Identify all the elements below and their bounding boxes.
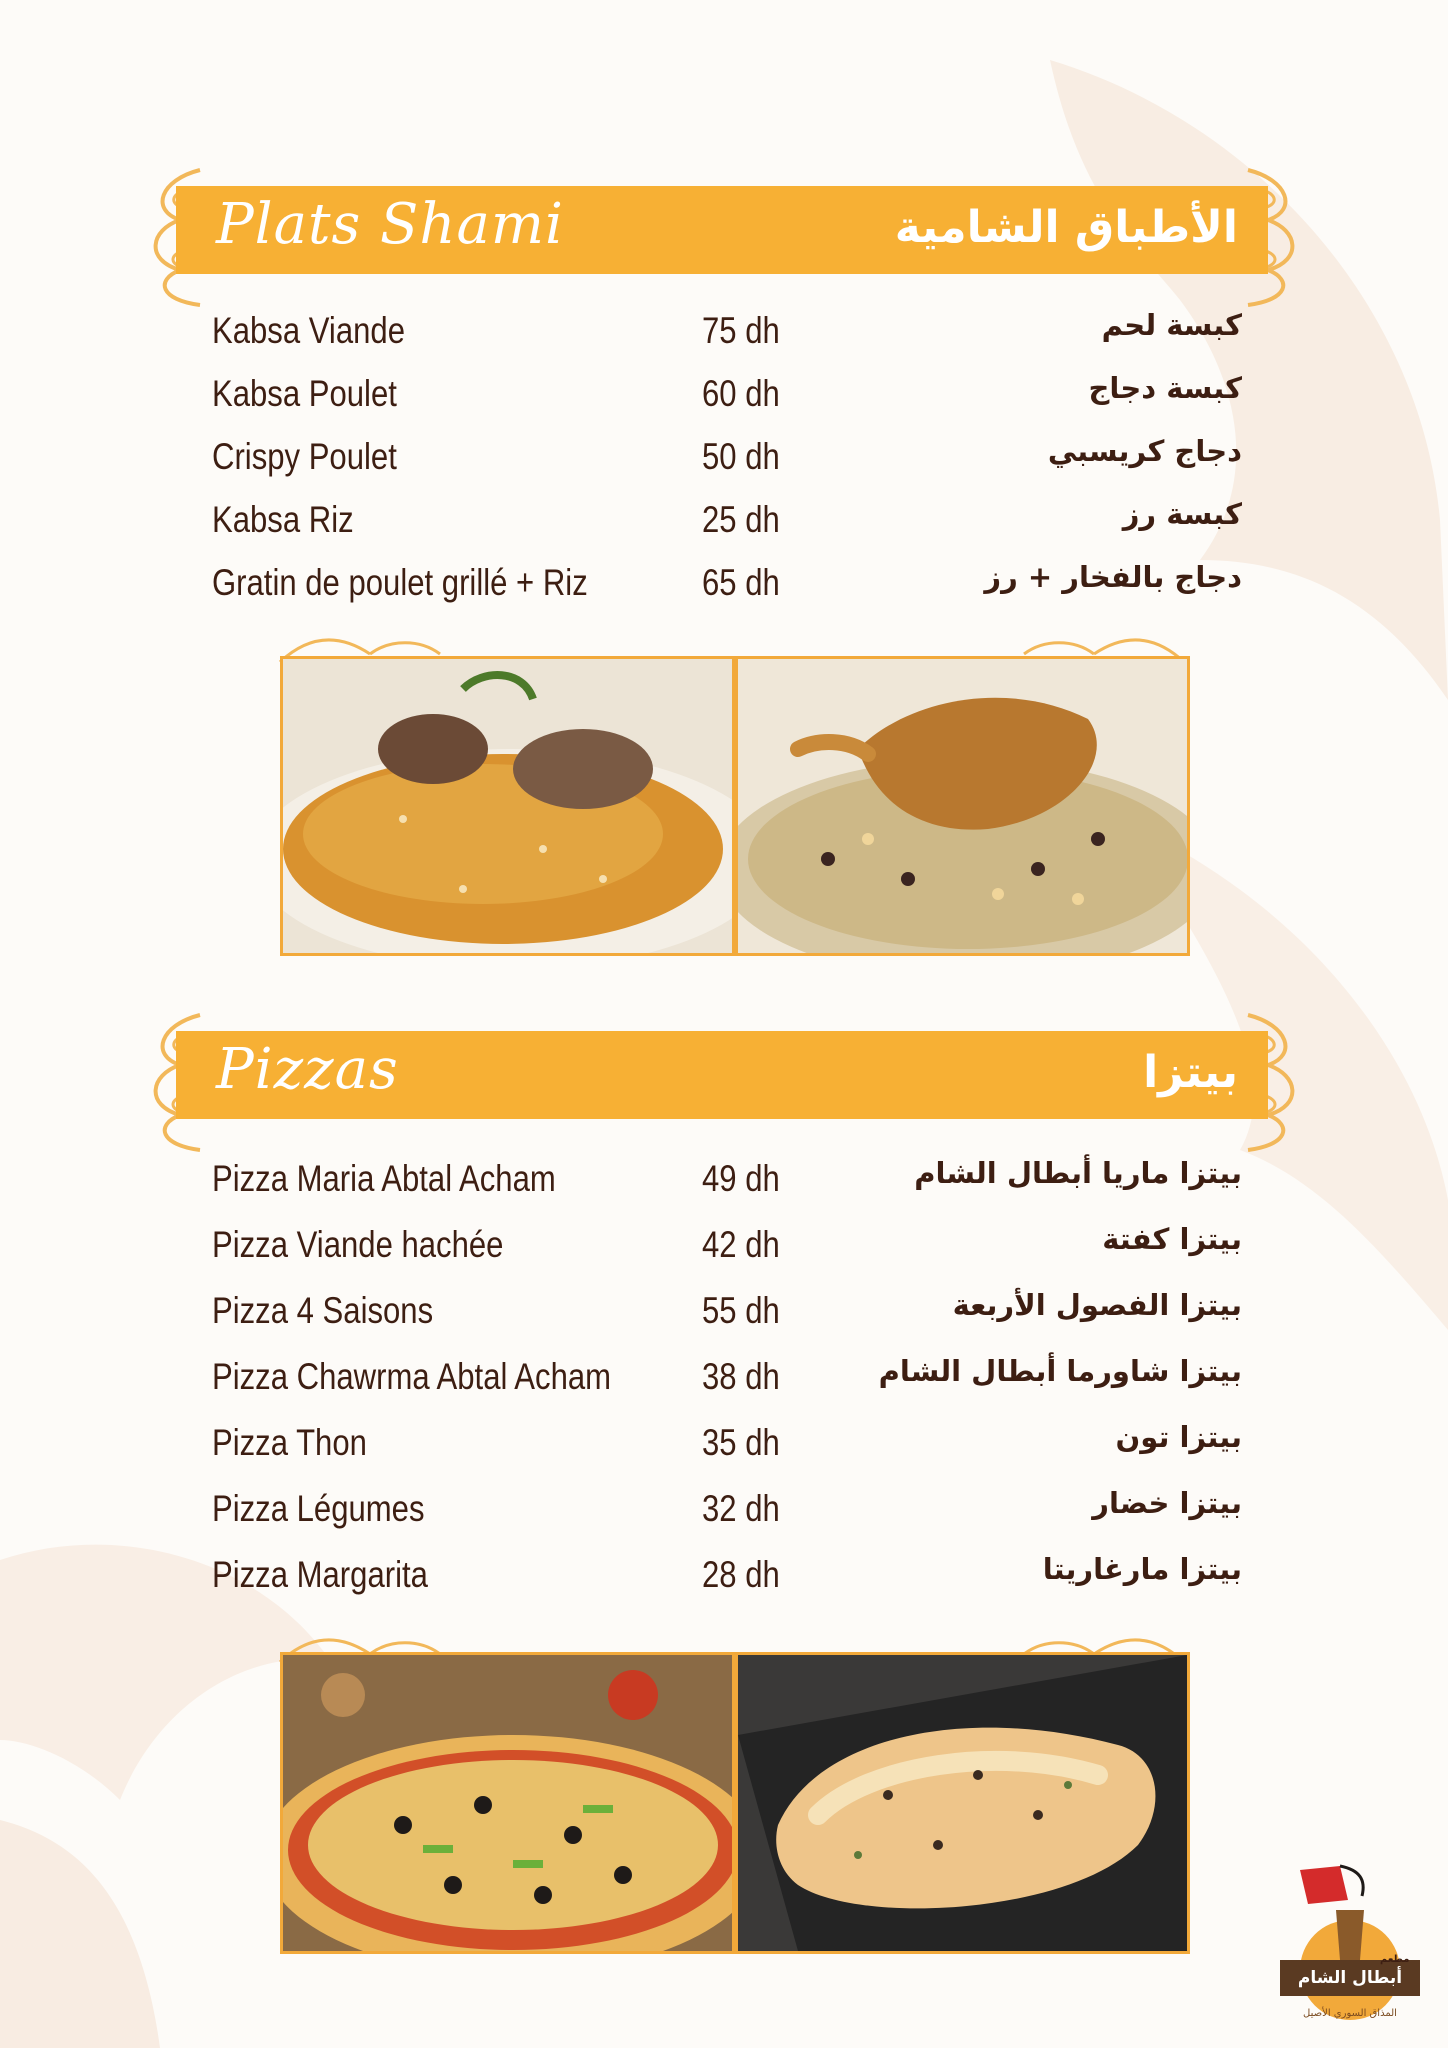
item-name-ar: بيتزا ماريا أبطال الشام [914, 1156, 1242, 1190]
item-price: 38 dh [702, 1356, 780, 1397]
item-name-ar: كبسة لحم [1101, 308, 1242, 342]
item-name-ar: بيتزا خضار [1092, 1486, 1242, 1520]
item-name-fr: Pizza Légumes [212, 1488, 425, 1529]
item-name-ar: بيتزا تون [1115, 1420, 1242, 1454]
menu-item [212, 1216, 1242, 1282]
menu-list-pizzas [212, 1150, 1242, 1612]
item-name-fr: Pizza Chawrma Abtal Acham [212, 1356, 612, 1397]
section-title-ar: بيتزا [1143, 1047, 1238, 1098]
logo-tagline: المذاق السوري الأصيل [1303, 2008, 1397, 2019]
item-name-fr: Pizza Margarita [212, 1554, 428, 1595]
photo-pizza [283, 1655, 732, 1951]
item-name-ar: كبسة رز [1122, 497, 1242, 531]
item-name-fr: Pizza Viande hachée [212, 1224, 504, 1265]
item-name-fr: Pizza 4 Saisons [212, 1290, 434, 1331]
item-name-ar: دجاج كريسبي [1047, 434, 1242, 468]
menu-item [212, 1480, 1242, 1546]
item-price: 50 dh [702, 436, 780, 477]
section-title-fr: Pizzas [216, 1037, 399, 1102]
logo-name: أبطال الشام [1297, 1968, 1403, 1988]
item-price: 42 dh [702, 1224, 780, 1265]
section-header-plats-shami [176, 186, 1268, 274]
item-name-fr: Kabsa Poulet [212, 373, 397, 414]
menu-item [212, 1546, 1242, 1612]
menu-item [212, 302, 1242, 365]
item-name-ar: كبسة دجاج [1088, 371, 1242, 405]
item-price: 25 dh [702, 499, 780, 540]
photo-calzone [738, 1655, 1187, 1951]
item-price: 28 dh [702, 1554, 780, 1595]
menu-item [212, 365, 1242, 428]
section-header-pizzas [176, 1031, 1268, 1119]
item-name-ar: بيتزا شاورما أبطال الشام [878, 1354, 1242, 1388]
item-name-fr: Kabsa Riz [212, 499, 354, 540]
item-price: 75 dh [702, 310, 780, 351]
menu-item [212, 1282, 1242, 1348]
item-name-fr: Pizza Maria Abtal Acham [212, 1158, 556, 1199]
photo-kabsa-chicken [738, 659, 1187, 953]
item-price: 49 dh [702, 1158, 780, 1199]
menu-item [212, 491, 1242, 554]
photo-frame-pizzas [280, 1652, 1190, 1954]
item-price: 32 dh [702, 1488, 780, 1529]
menu-item [212, 1150, 1242, 1216]
photo-frame-plats-shami [280, 656, 1190, 956]
item-name-ar: بيتزا الفصول الأربعة [952, 1288, 1242, 1322]
restaurant-logo [1270, 1860, 1430, 2030]
item-price: 60 dh [702, 373, 780, 414]
menu-item [212, 1414, 1242, 1480]
photo-kabsa-meat [283, 659, 732, 953]
section-title-fr: Plats Shami [216, 192, 564, 257]
item-price: 55 dh [702, 1290, 780, 1331]
item-price: 35 dh [702, 1422, 780, 1463]
item-name-ar: بيتزا مارغاريتا [1042, 1552, 1242, 1586]
logo-small-text: مطعم [1380, 1954, 1410, 1965]
menu-item [212, 1348, 1242, 1414]
item-name-fr: Crispy Poulet [212, 436, 397, 477]
menu-item [212, 554, 1242, 617]
menu-list-plats-shami [212, 302, 1242, 617]
logo-emblem [1270, 1860, 1430, 2030]
item-name-ar: بيتزا كفتة [1102, 1222, 1242, 1256]
section-title-ar: الأطباق الشامية [894, 202, 1238, 253]
item-name-fr: Pizza Thon [212, 1422, 367, 1463]
item-name-ar: دجاج بالفخار + رز [984, 560, 1242, 594]
item-name-fr: Kabsa Viande [212, 310, 405, 351]
item-name-fr: Gratin de poulet grillé + Riz [212, 562, 588, 603]
item-price: 65 dh [702, 562, 780, 603]
menu-item [212, 428, 1242, 491]
